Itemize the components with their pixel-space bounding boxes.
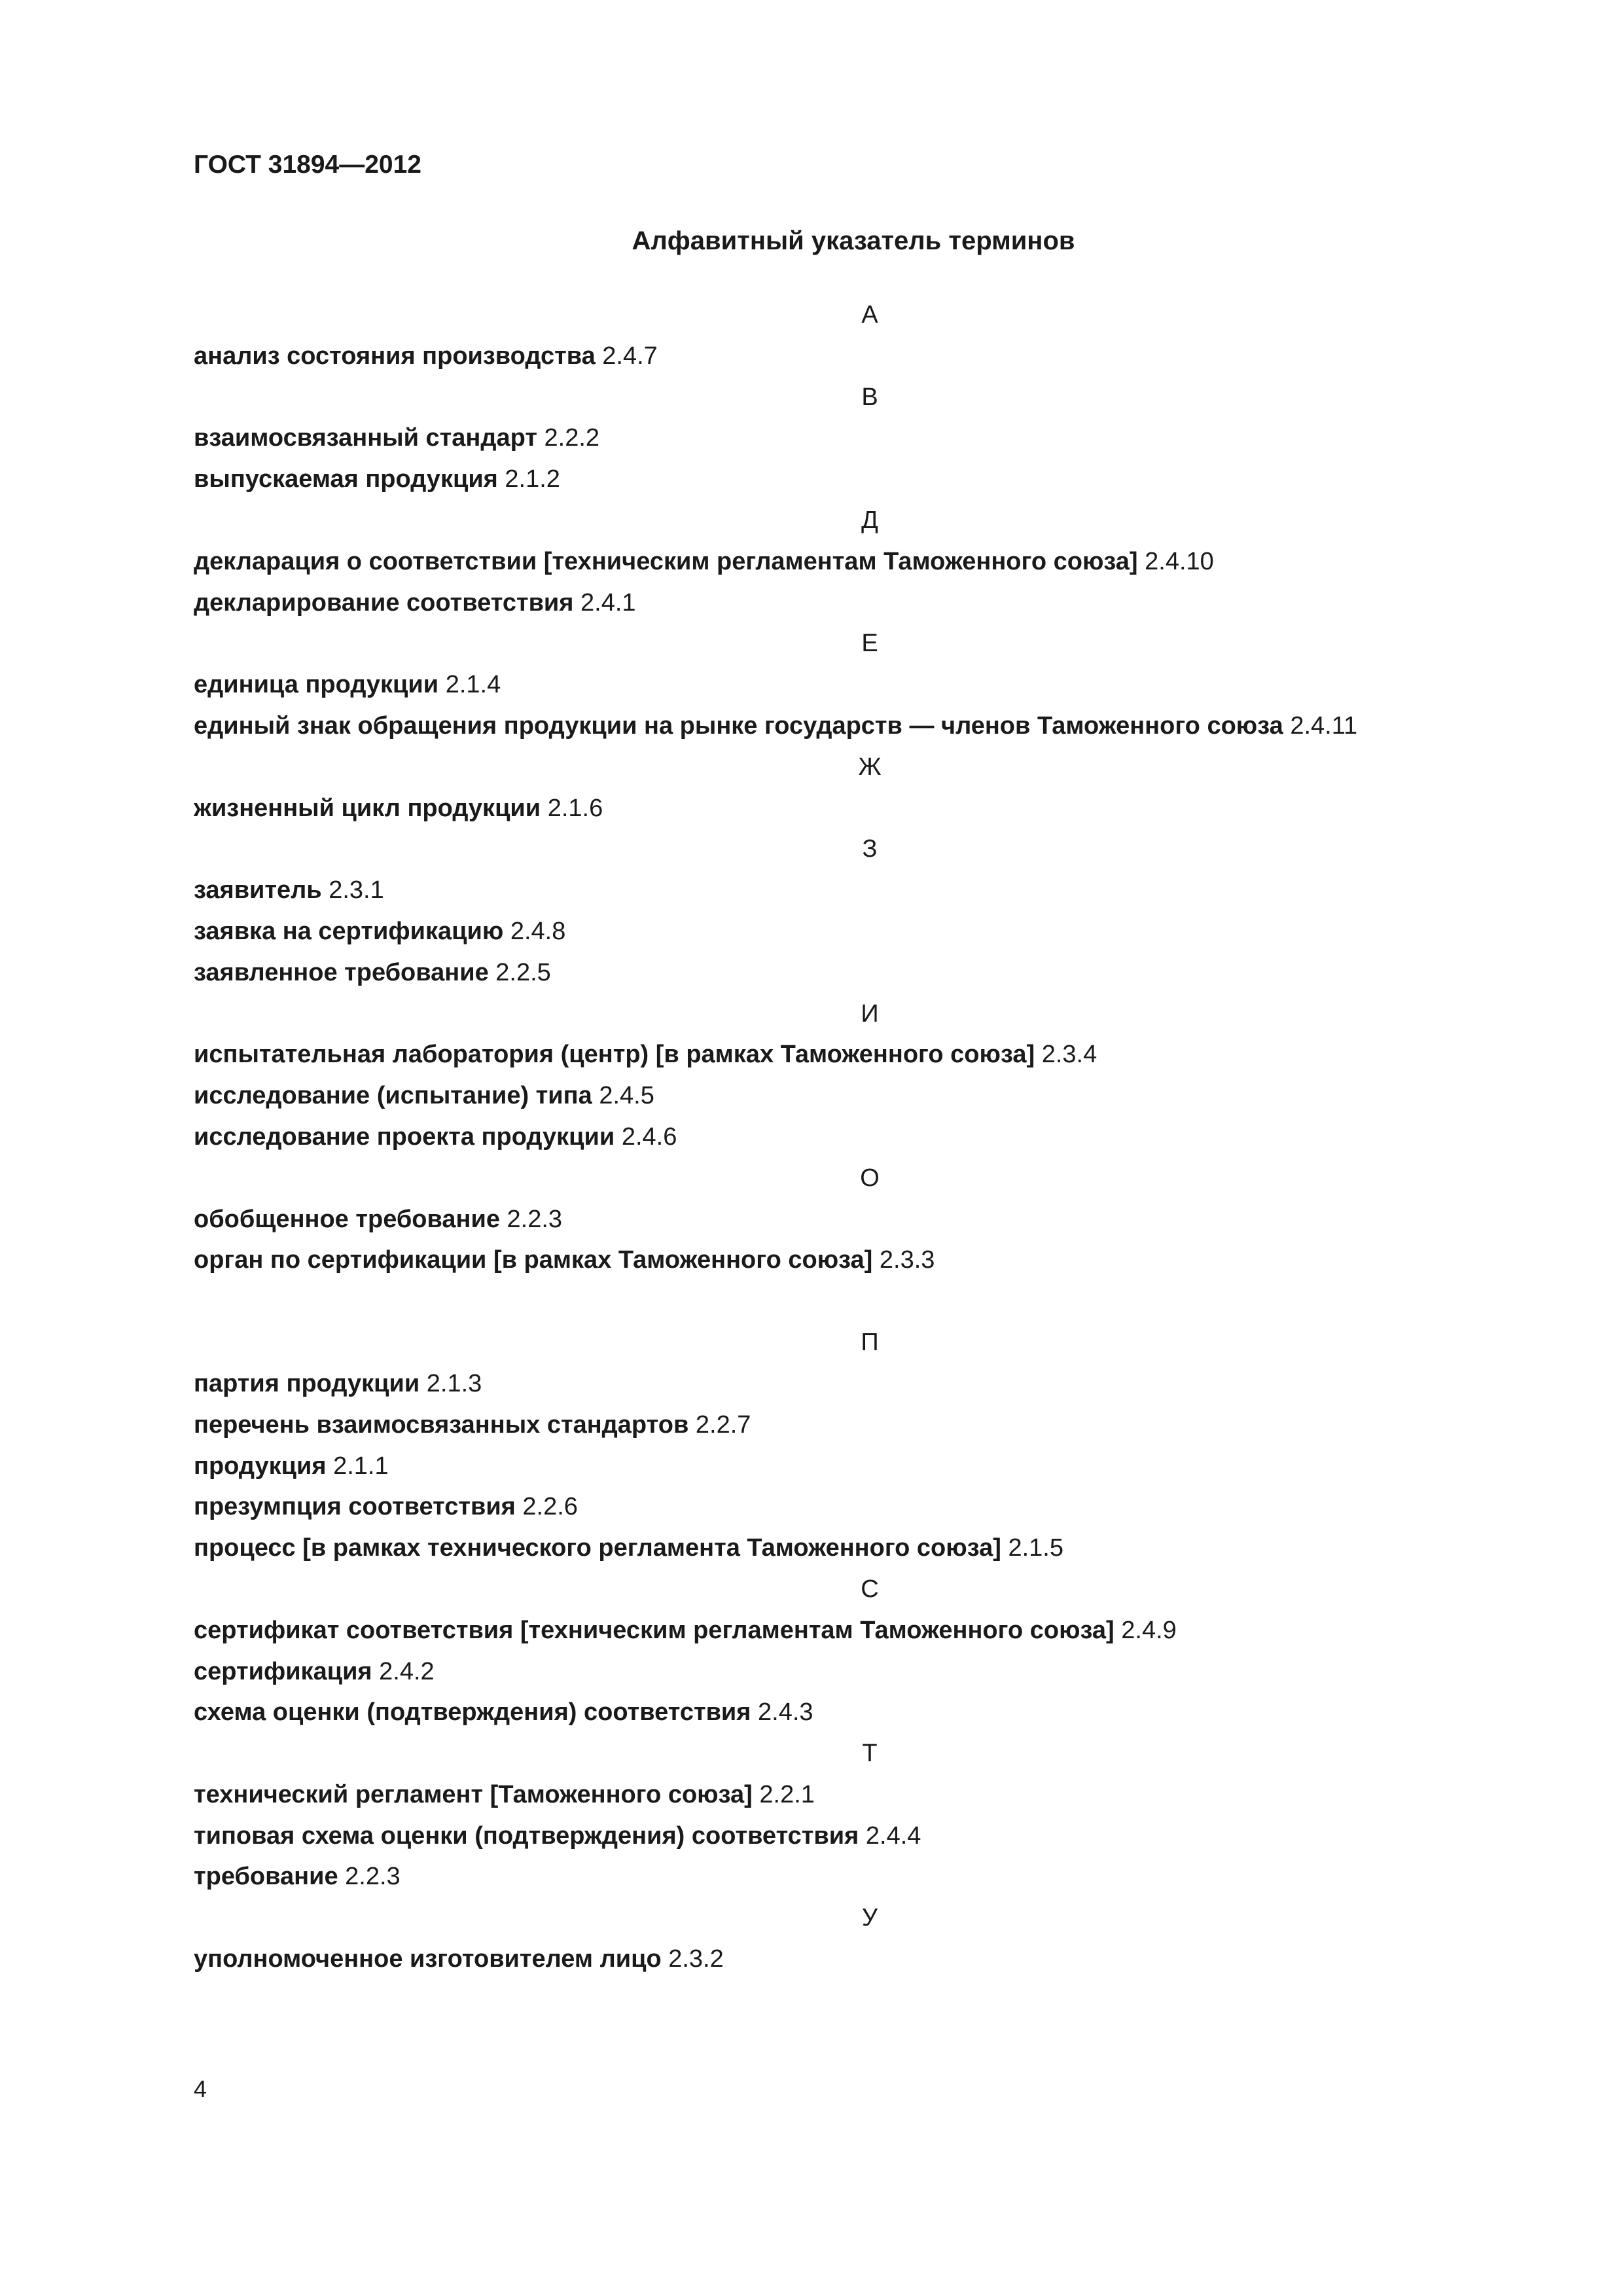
entry-reference: 2.2.3 (507, 1205, 563, 1233)
index-entry (194, 1405, 1542, 1446)
entry-reference: 2.4.9 (1121, 1616, 1177, 1644)
index-entry (194, 1692, 1542, 1733)
index-section (194, 295, 1542, 377)
entry-reference: 2.4.7 (602, 342, 658, 370)
index-section (194, 1158, 1542, 1281)
document-header: ГОСТ 31894—2012 (194, 151, 421, 179)
index-entry (194, 1774, 1542, 1816)
index-entry (194, 1240, 1542, 1281)
entry-term: единица продукции (194, 671, 439, 699)
page-number: 4 (194, 2075, 207, 2102)
entry-reference: 2.1.3 (426, 1369, 482, 1397)
section-letter: С (861, 1575, 879, 1603)
entry-term: исследование (испытание) типа (194, 1082, 592, 1110)
index-entry (194, 706, 1542, 747)
index-section (194, 623, 1542, 746)
index-section (194, 1733, 1542, 1897)
entry-term: сертификат соответствия [техническим регламентам Таможенного союза] (194, 1616, 1115, 1644)
section-letter: У (861, 1904, 878, 1932)
index-entry (194, 1816, 1542, 1857)
entry-reference: 2.3.1 (329, 876, 384, 905)
index-section (194, 829, 1542, 993)
entry-reference: 2.2.2 (544, 424, 600, 452)
index-entry (194, 1610, 1542, 1651)
entry-reference: 2.4.2 (379, 1657, 435, 1685)
index-entry (194, 870, 1542, 911)
entry-reference: 2.4.4 (865, 1821, 921, 1850)
index-entry (194, 788, 1542, 829)
entry-term: схема оценки (подтверждения) соответствия (194, 1698, 751, 1727)
entry-term: выпускаемая продукция (194, 465, 498, 493)
entry-term: заявитель (194, 876, 322, 905)
index-entry (194, 1363, 1542, 1405)
section-letter: А (861, 301, 878, 329)
index-entry (194, 583, 1542, 624)
index-entry (194, 1199, 1542, 1240)
entry-reference: 2.2.1 (759, 1780, 815, 1808)
index-entry (194, 952, 1542, 994)
index-entry (194, 1528, 1542, 1569)
entry-reference: 2.4.6 (621, 1122, 677, 1151)
entry-term: сертификация (194, 1657, 372, 1685)
index-entry (194, 541, 1542, 583)
entry-reference: 2.2.3 (345, 1863, 401, 1891)
entry-term: единый знак обращения продукции на рынке государств — членов Таможенного союза (194, 711, 1283, 740)
entry-term: требование (194, 1863, 338, 1891)
index-entry (194, 911, 1542, 952)
index-entry (194, 1075, 1542, 1117)
entry-term: перечень взаимосвязанных стандартов (194, 1410, 689, 1439)
index-section (194, 1322, 1542, 1569)
index-section (194, 1897, 1542, 1980)
index-section (194, 500, 1542, 623)
entry-reference: 2.2.7 (695, 1410, 751, 1439)
entry-term: процесс [в рамках технического регламента Таможенного союза] (194, 1534, 1001, 1562)
entry-reference: 2.1.6 (547, 794, 603, 822)
index-entry (194, 418, 1542, 459)
section-letter: Е (861, 630, 878, 658)
entry-reference: 2.4.3 (758, 1698, 813, 1727)
entry-reference: 2.2.6 (522, 1493, 578, 1521)
section-letter: З (862, 835, 878, 863)
entry-reference: 2.1.4 (445, 671, 501, 699)
index-entry (194, 1117, 1542, 1158)
index-entry (194, 1486, 1542, 1528)
entry-reference: 2.4.11 (1290, 711, 1358, 740)
index-entry (194, 1651, 1542, 1693)
section-letter: Т (862, 1740, 878, 1768)
entry-reference: 2.4.8 (510, 917, 566, 945)
entry-reference: 2.3.2 (668, 1945, 724, 1973)
index-section (194, 994, 1542, 1158)
entry-term: типовая схема оценки (подтверждения) соответствия (194, 1821, 859, 1850)
entry-reference: 2.3.3 (879, 1246, 935, 1274)
entry-reference: 2.1.1 (333, 1452, 389, 1480)
entry-term: презумпция соответствия (194, 1493, 516, 1521)
entry-term: жизненный цикл продукции (194, 794, 541, 822)
index-entry (194, 336, 1542, 377)
entry-term: партия продукции (194, 1369, 420, 1397)
index-entry (194, 1939, 1542, 1980)
entry-term: орган по сертификации [в рамках Таможенного союза] (194, 1246, 873, 1274)
entry-term: заявка на сертификацию (194, 917, 504, 945)
entry-term: заявленное требование (194, 958, 489, 986)
entry-term: исследование проекта продукции (194, 1122, 615, 1151)
entry-term: продукция (194, 1452, 327, 1480)
index-entry (194, 1034, 1542, 1075)
section-letter: И (861, 999, 879, 1028)
entry-term: взаимосвязанный стандарт (194, 424, 537, 452)
index-entry (194, 664, 1542, 706)
section-letter: О (860, 1164, 880, 1192)
index-entry (194, 1446, 1542, 1487)
section-letter: П (861, 1329, 879, 1357)
entry-reference: 2.2.5 (495, 958, 551, 986)
entry-term: обобщенное требование (194, 1205, 500, 1233)
entry-reference: 2.3.4 (1041, 1041, 1097, 1069)
entry-term: декларирование соответствия (194, 588, 574, 617)
index-entry (194, 459, 1542, 500)
entry-reference: 2.4.5 (599, 1082, 654, 1110)
entry-reference: 2.4.10 (1145, 547, 1214, 575)
section-letter: Д (861, 506, 878, 534)
index-section (194, 747, 1542, 829)
entry-term: декларация о соответствии [техническим регламентам Таможенного союза] (194, 547, 1138, 575)
index-entry (194, 1856, 1542, 1897)
entry-reference: 2.4.1 (580, 588, 636, 617)
index-section (194, 1569, 1542, 1733)
entry-term: анализ состояния производства (194, 342, 596, 370)
term-index (194, 295, 1542, 1980)
entry-term: испытательная лаборатория (центр) [в рамках Таможенного союза] (194, 1041, 1035, 1069)
index-title: Алфавитный указатель терминов (632, 226, 1075, 255)
section-letter: В (861, 383, 878, 411)
entry-reference: 2.1.2 (505, 465, 560, 493)
entry-term: уполномоченное изготовителем лицо (194, 1945, 662, 1973)
entry-term: технический регламент [Таможенного союза] (194, 1780, 753, 1808)
entry-reference: 2.1.5 (1008, 1534, 1063, 1562)
index-section (194, 377, 1542, 500)
section-letter: Ж (858, 753, 882, 781)
